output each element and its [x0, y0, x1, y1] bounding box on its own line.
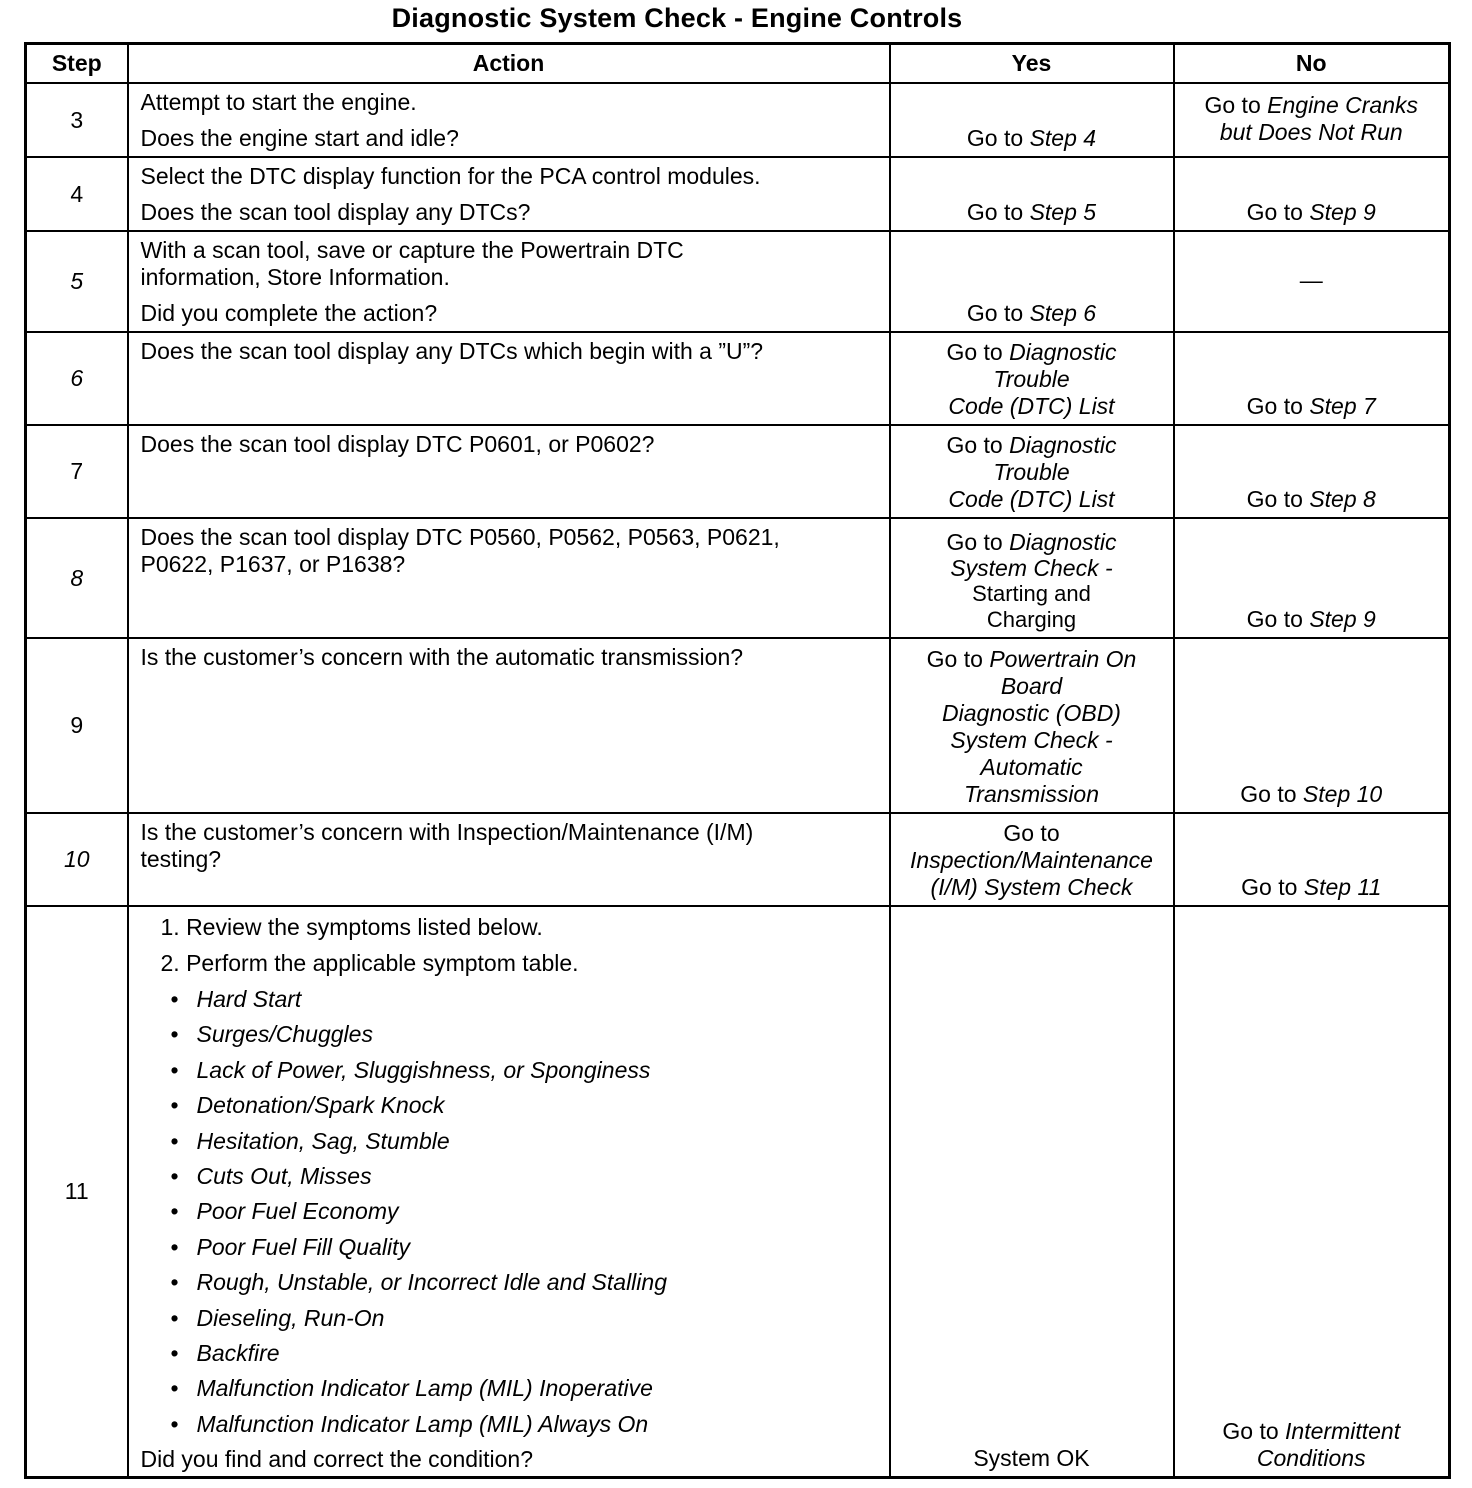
table-row-step-11 — [26, 906, 1450, 1477]
symptom-item[interactable]: • Rough, Unstable, or Incorrect Idle and Stalling — [197, 1269, 879, 1296]
no-link-line-2[interactable]: Conditions — [1256, 1444, 1366, 1471]
yes-link[interactable]: Step 4 — [1029, 125, 1097, 151]
symptom-item[interactable]: • Cuts Out, Misses — [197, 1163, 879, 1190]
no-prefix: Go to — [1246, 393, 1310, 419]
no-cell — [1174, 332, 1450, 425]
yes-text: System OK — [973, 1444, 1090, 1471]
yes-cell — [890, 906, 1174, 1477]
symptom-item[interactable]: • Detonation/Spark Knock — [197, 1092, 879, 1119]
symptom-item[interactable]: • Hard Start — [197, 986, 879, 1013]
step-number: 10 — [26, 813, 128, 906]
no-cell — [1174, 157, 1450, 231]
action-cell — [128, 638, 890, 813]
no-cell — [1174, 83, 1450, 157]
yes-prefix: Go to — [946, 432, 1010, 458]
yes-prefix: Go to — [946, 339, 1010, 365]
no-cell — [1174, 518, 1450, 638]
no-cell — [1174, 638, 1450, 813]
action-cell — [128, 83, 890, 157]
table-row-step-6 — [26, 332, 1450, 425]
table-row-step-10 — [26, 813, 1450, 906]
yes-text-line-3: Starting and — [972, 581, 1091, 606]
yes-link[interactable]: Step 6 — [1029, 300, 1097, 326]
action-text-line-2: P0622, P1637, or P1638? — [140, 551, 406, 577]
table-row-step-3 — [26, 83, 1450, 157]
symptom-item[interactable]: • Malfunction Indicator Lamp (MIL) Inoperative — [197, 1375, 879, 1402]
yes-link[interactable]: Diagnostic — [1009, 529, 1117, 555]
step-number: 6 — [26, 332, 128, 425]
yes-prefix: Go to — [946, 529, 1010, 555]
symptom-item[interactable]: • Poor Fuel Fill Quality — [197, 1234, 879, 1261]
no-prefix: Go to — [1246, 606, 1310, 632]
no-cell — [1174, 231, 1450, 332]
no-prefix: Go to — [1246, 199, 1310, 225]
step-number: 11 — [26, 906, 128, 1477]
yes-text-line-4: Charging — [986, 607, 1077, 632]
no-link[interactable]: Step 7 — [1309, 393, 1376, 419]
no-prefix: Go to — [1204, 92, 1268, 118]
header-step: Step — [26, 44, 128, 84]
yes-cell — [890, 83, 1174, 157]
table-row-step-5 — [26, 231, 1450, 332]
step-number: 8 — [26, 518, 128, 638]
action-cell — [128, 231, 890, 332]
procedure-list — [141, 914, 879, 977]
symptom-item[interactable]: • Lack of Power, Sluggishness, or Sponginess — [197, 1057, 879, 1084]
action-text-line-2: information, Store Information. — [140, 264, 450, 290]
no-link[interactable]: Engine Cranks — [1267, 92, 1418, 118]
yes-link[interactable]: Step 5 — [1029, 199, 1097, 225]
action-text: Does the scan tool display any DTCs which begin with a ”U”? — [140, 338, 764, 364]
action-text-line-2: testing? — [140, 846, 222, 872]
yes-link-line-6[interactable]: Transmission — [963, 781, 1100, 807]
no-link[interactable]: Step 8 — [1309, 486, 1376, 512]
action-cell — [128, 906, 890, 1477]
symptom-item[interactable]: • Dieseling, Run-On — [197, 1305, 879, 1332]
action-text: Is the customer’s concern with the automatic transmission? — [140, 644, 744, 670]
no-link[interactable]: Step 9 — [1309, 606, 1376, 632]
yes-link-line-3[interactable]: Diagnostic (OBD) — [942, 700, 1121, 726]
yes-link-line-3[interactable]: Code (DTC) List — [948, 393, 1115, 419]
step-number: 7 — [26, 425, 128, 518]
procedure-item-1: 1. Review the symptoms listed below. — [160, 914, 543, 940]
procedure-item-2: 2. Perform the applicable symptom table. — [160, 950, 579, 976]
yes-cell — [890, 518, 1174, 638]
symptom-item[interactable]: • Backfire — [197, 1340, 879, 1367]
step-number: 9 — [26, 638, 128, 813]
step-number: 4 — [26, 157, 128, 231]
no-link[interactable]: Step 10 — [1302, 781, 1383, 807]
yes-link-line-2[interactable]: (I/M) System Check — [930, 874, 1133, 900]
yes-link[interactable]: Diagnostic — [1009, 339, 1117, 365]
yes-link-line-2[interactable]: Trouble — [993, 459, 1070, 485]
yes-link[interactable]: Inspection/Maintenance — [910, 847, 1153, 873]
yes-cell — [890, 231, 1174, 332]
yes-link-line-3[interactable]: Code (DTC) List — [948, 486, 1115, 512]
page-title: Diagnostic System Check - Engine Controls — [391, 3, 963, 33]
yes-link-line-5[interactable]: Automatic — [980, 754, 1083, 780]
action-text: Does the scan tool display DTC P0601, or P0602? — [140, 431, 655, 457]
yes-prefix: Go to — [966, 199, 1030, 225]
table-row-step-7 — [26, 425, 1450, 518]
action-text-line-1: Does the scan tool display DTC P0560, P0562, P0563, P0621, — [140, 524, 780, 550]
header-action: Action — [128, 44, 890, 84]
symptom-item[interactable]: • Malfunction Indicator Lamp (MIL) Always On — [197, 1411, 879, 1438]
action-cell — [128, 518, 890, 638]
symptom-list — [141, 986, 879, 1438]
action-text: Select the DTC display function for the PCA control modules. — [140, 163, 761, 189]
no-cell — [1174, 425, 1450, 518]
yes-link-line-2[interactable]: Board — [1000, 673, 1063, 699]
no-link[interactable]: Intermittent — [1285, 1417, 1401, 1444]
table-row-step-8 — [26, 518, 1450, 638]
action-text: Attempt to start the engine. — [140, 89, 417, 115]
step-number: 5 — [26, 231, 128, 332]
action-question: Does the scan tool display any DTCs? — [140, 199, 531, 225]
step-number: 3 — [26, 83, 128, 157]
no-cell — [1174, 813, 1450, 906]
yes-cell — [890, 813, 1174, 906]
yes-link-line-2[interactable]: Trouble — [993, 366, 1070, 392]
table-header-row — [26, 44, 1450, 84]
yes-prefix: Go to — [966, 125, 1030, 151]
yes-prefix: Go to — [1003, 820, 1060, 846]
yes-link-line-4[interactable]: System Check - — [950, 727, 1113, 753]
no-link[interactable]: Step 9 — [1309, 199, 1376, 225]
yes-cell — [890, 332, 1174, 425]
action-question: Does the engine start and idle? — [140, 125, 459, 151]
symptom-item[interactable]: • Poor Fuel Economy — [197, 1198, 879, 1225]
no-prefix: Go to — [1246, 486, 1310, 512]
header-yes: Yes — [890, 44, 1174, 84]
table-row-step-4 — [26, 157, 1450, 231]
yes-link-line-2[interactable]: System Check - — [950, 555, 1113, 581]
yes-prefix: Go to — [926, 646, 990, 672]
symptom-item[interactable]: • Hesitation, Sag, Stumble — [197, 1128, 879, 1155]
no-link[interactable]: Step 11 — [1303, 874, 1382, 900]
diagnostic-table — [24, 42, 1451, 1479]
no-prefix: Go to — [1240, 781, 1303, 807]
no-prefix: Go to — [1241, 874, 1304, 900]
no-dash: — — [1299, 267, 1323, 293]
yes-link[interactable]: Powertrain On — [989, 646, 1137, 672]
no-prefix: Go to — [1222, 1417, 1286, 1444]
no-link-line-2[interactable]: but Does Not Run — [1219, 119, 1403, 145]
action-question: Did you complete the action? — [140, 300, 438, 326]
action-cell — [128, 332, 890, 425]
action-cell — [128, 813, 890, 906]
symptom-item[interactable]: • Surges/Chuggles — [197, 1021, 879, 1048]
action-question: Did you find and correct the condition? — [140, 1446, 534, 1473]
yes-prefix: Go to — [966, 300, 1030, 326]
action-cell — [128, 157, 890, 231]
yes-cell — [890, 425, 1174, 518]
yes-link[interactable]: Diagnostic — [1009, 432, 1117, 458]
action-cell — [128, 425, 890, 518]
yes-cell — [890, 157, 1174, 231]
no-cell — [1174, 906, 1450, 1477]
action-text-line-1: With a scan tool, save or capture the Powertrain DTC — [140, 237, 684, 263]
yes-cell — [890, 638, 1174, 813]
table-row-step-9 — [26, 638, 1450, 813]
action-text-line-1: Is the customer’s concern with Inspection/Maintenance (I/M) — [140, 819, 754, 845]
header-no: No — [1174, 44, 1450, 84]
